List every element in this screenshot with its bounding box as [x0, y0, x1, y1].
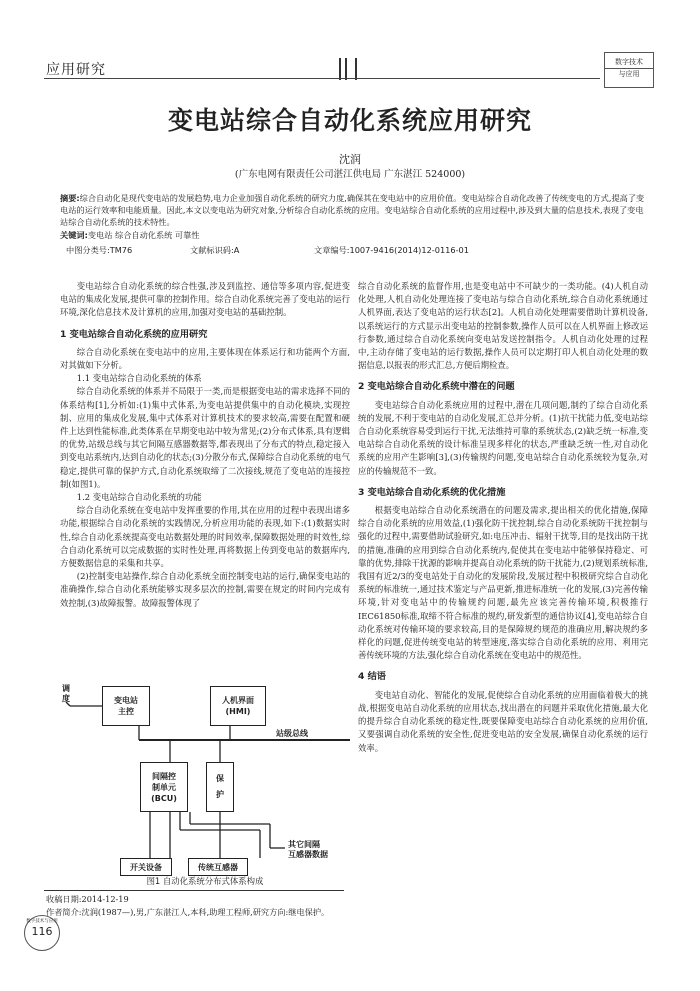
section-2-text: 变电站综合自动化系统应用的过程中,潜在几项问题,制约了综合自动化系统的发展,不利于变电站的自动化发展,汇总并分析。(1)抗干扰能力低,变电站综合自动化系统容易受到运行干扰,无法维持可靠的系统状态,(2)缺乏统一标准,变电站综合自动化系统的设计标准呈现多样化的状态,严重缺乏统一性,对自动化系统的应用产生影响[3],(3)传输规约问题,变电站综合自动化系统较为复杂,对应的传输规范不一致。 — [358, 399, 648, 476]
section-1-2-heading: 1.2 变电站综合自动化系统的功能 — [76, 492, 202, 503]
intro-paragraph: 变电站综合自动化系统的综合性强,涉及到监控、通信等多项内容,促进变电站的集成化发展,提供可靠的控制作用。综合自动化系统完善了变电站的运行环境,深化信息技术及计算机的应用,加强对变电站的基础控制。 — [60, 281, 350, 318]
header-divider-bars — [337, 58, 359, 80]
hmi-line-1: 人机界面 — [222, 696, 254, 705]
right-column — [358, 280, 648, 755]
abstract-label: 摘要: — [60, 193, 80, 203]
clc-number: 中图分类号:TM76 — [66, 245, 133, 255]
keywords-label: 关键词: — [60, 230, 88, 240]
figure-1-caption: 图1 自动化系统分布式体系构成 — [146, 876, 264, 886]
bcu-box — [140, 762, 188, 812]
conventional-transformer-box: 传统互感器 — [188, 858, 248, 876]
section-1-2-text-1: 综合自动化系统在变电站中发挥重要的作用,其在应用的过程中表现出诸多功能,根据综合自动化系统的实践情况,分析应用功能的表现,如下:(1)数据实时性,综合自动化系统提高变电站数据处理的时间效率,保障数据处理的时效性,综合自动化系统可以完成数据的实时性处理,再将数据上传到变电站的数据库内,方便数据信息的采集和共享。 — [60, 505, 350, 569]
journal-logo — [604, 52, 654, 88]
main-control-line-1: 变电站 — [114, 696, 138, 705]
section-3-heading: 3 变电站综合自动化系统的优化措施 — [358, 486, 506, 498]
left-column — [60, 280, 350, 610]
page-title: 变电站综合自动化系统应用研究 — [167, 106, 532, 135]
section-1-intro: 综合自动化系统在变电站中的应用,主要体现在体系运行和功能两个方面,对其做如下分析。 — [60, 346, 350, 371]
document-code: 文献标识码:A — [190, 245, 240, 255]
switchgear-box: 开关设备 — [120, 858, 172, 876]
page-number-badge — [24, 915, 60, 951]
author: 沈润 — [339, 153, 361, 166]
section-1-1-text: 综合自动化系统的体系并不局限于一类,而是根据变电站的需求选择不同的体系结构[1],分析如:(1)集中式体系,为变电站提供集中的自动化模块,实现控制、应用的集成化发展,集中式体系对计算机技术的要求较高,需要在配置和硬件上达到性能标准,此类体系在早期变电站中较为常见;(2)分布式体系,具有逻辑的优势,站级总线与其它间隔互感器数据等,都表现出了分布式的特点,稳定接入到变电站系统内,达到自动化的状态;(3)分散分布式,保障综合自动化系统的电气稳定,提供可靠的保护方式,自动化系统取缔了二次接线,规范了变电站的连接控制(如图1)。 — [60, 386, 350, 489]
logo-bottom-text: 与应用 — [605, 68, 653, 80]
affiliation: (广东电网有限责任公司湛江供电局 广东湛江 524000) — [234, 169, 466, 180]
protection-line-1: 保 — [216, 774, 224, 783]
section-1-2-text-2: (2)控制变电站操作,综合自动化系统全面控制变电站的运行,确保变电站的准确操作,综合自动化系统能够实现多层次的控制,需要在规定的时间内完成有效控制,(3)故障报警。故障报警体现了 — [60, 571, 350, 608]
section-label: 应用研究 — [46, 62, 106, 78]
abstract — [60, 192, 650, 228]
footnote-rule — [44, 890, 344, 891]
other-bay-transformer-data-label — [288, 840, 328, 860]
section-4-heading: 4 结语 — [358, 671, 386, 683]
main-control-line-2: 主控 — [118, 707, 134, 716]
other-bay-line-1: 其它间隔 — [288, 840, 320, 849]
keywords-text: 变电站 综合自动化系统 可靠性 — [87, 230, 200, 240]
hmi-box — [210, 686, 266, 726]
right-continuation-paragraph: 综合自动化系统的监督作用,也是变电站中不可缺少的一类功能。(4)人机自动化处理,人机自动化处理连接了变电站与综合自动化系统,综合自动化系统通过人机界面,表达了变电站的运行状态[2]。人机自动化处理需要借助计算机设备,以系统运行的方式显示出变电站的控制参数,操作人员可以在人机界面上修改运行参数,通过综合自动化系统向变电站发送控制指令。人机自动化处理的过程中,主动存储了变电站的运行数据,操作人员可以定期打印人机自动化处理的数据信息,以报表的形式汇总,方便后期检查。 — [358, 281, 648, 371]
dispatch-label: 调度 — [62, 684, 70, 703]
section-4-text: 变电站自动化、智能化的发展,促使综合自动化系统的应用面临着极大的挑战,根据变电站自动化系统的应用状态,找出潜在的问题并采取优化措施,最大化的提升综合自动化系统的稳定性,既要保障变电站综合自动化系统的应用价值,又要强调自动化系统的安全性,促进变电站的安全发展,确保自动化系统的运行效率。 — [358, 689, 648, 753]
protection-line-2: 护 — [216, 790, 224, 799]
bcu-line-1: 间隔控 — [152, 772, 176, 781]
bcu-line-3: (BCU) — [151, 794, 177, 803]
figure-1-diagram — [60, 680, 350, 880]
substation-main-control-box — [102, 686, 150, 726]
author-bio: 作者简介:沈润(1987—),男,广东湛江人,本科,助理工程师,研究方向:继电保护。 — [46, 907, 330, 917]
logo-top-text: 数字技术 — [615, 58, 643, 66]
header-rule — [44, 78, 600, 79]
station-bus-label: 站级总线 — [276, 729, 308, 738]
received-date: 收稿日期:2014-12-19 — [46, 894, 129, 904]
section-1-heading: 1 变电站综合自动化系统的应用研究 — [60, 328, 208, 340]
keywords — [60, 230, 650, 241]
page-number: 116 — [31, 925, 53, 938]
other-bay-line-2: 互感器数据 — [288, 850, 328, 859]
hmi-line-2: (HMI) — [225, 707, 251, 716]
section-3-text: 根据变电站综合自动化系统潜在的问题及需求,提出相关的优化措施,保障综合自动化系统的应用效益,(1)强化防干扰控制,综合自动化系统防干扰控制与强化的过程中,需要借助试验研究,如:电压冲击、辐射干扰等,目的是找出防干扰的措施,准确的应用到综合自动化系统内,促使其在变电站中能够保持稳定、可靠的优势,排除干扰源的影响并提高自动化系统的防干扰能力,(2)规划系统标准,我国有近2/3的变电站处于自动化的发展阶段,发展过程中积极研究综合自动化系统的标准统一,通过技术鉴定与产品更新,推进标准统一化的发展,(3)完善传输环境,针对变电站中的传输规约问题,最先应该完善传输环境,积极推行IEC61850标准,取缔不符合标准的规约,研发新型的通信协议[4],变电站综合自动化系统对传输环境的要求较高,目的是保障规约规范的准确应用,解决规约多样化的问题,促进传统变电站的转型速度,落实综合自动化系统的应用、利用完善传统环境的方法,强化综合自动化系统在变电站中的规范性。 — [358, 505, 648, 661]
bcu-line-2: 制单元 — [152, 783, 176, 792]
section-2-heading: 2 变电站综合自动化系统中潜在的问题 — [358, 381, 515, 393]
page-badge-ring-text: 数字技术与应用 — [26, 919, 58, 924]
abstract-text: 综合自动化是现代变电站的发展趋势,电力企业加强自动化系统的研究力度,确保其在变电站中的应用价值。变电站综合自动化改善了传统变电的方式,提高了变电站的运行效率和电能质量。因此,本文以变电站为研究对象,分析综合自动化系统的应用。变电站综合自动化系统的应用过程中,涉及到大量的信息技术,表现了变电站综合自动化系统的技术特性。 — [60, 193, 645, 227]
section-1-1-heading: 1.1 变电站综合自动化系统的体系 — [76, 373, 202, 384]
protection-box — [206, 762, 234, 812]
article-number: 文章编号:1007-9416(2014)12-0116-01 — [314, 245, 469, 255]
